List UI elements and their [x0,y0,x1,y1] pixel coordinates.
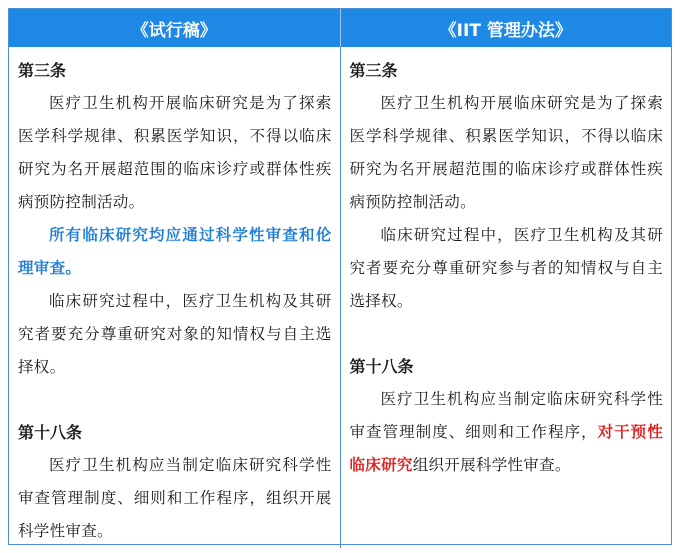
article-18-paragraph: 医疗卫生机构应当制定临床研究科学性审查管理制度、细则和工作程序，组织开展科学性审查。 [18,456,332,540]
table-header-row [9,9,671,47]
article-18-title: 第十八条 [349,357,414,376]
article-3-paragraph-3: 临床研究过程中，医疗卫生机构及其研究者要充分尊重研究对象的知情权与自主选择权。 [18,292,332,376]
spacer [350,318,664,351]
iit-column [340,47,672,548]
article-18-paragraph [350,383,664,482]
article-3-title: 第三条 [18,61,67,80]
article-18-title: 第十八条 [18,423,83,442]
table-body-row [9,47,671,548]
article-3-paragraph-2: 临床研究过程中，医疗卫生机构及其研究者要充分尊重研究参与者的知情权与自主选择权。 [349,226,663,310]
header-draft: 《试行稿》 [9,9,340,47]
article-18-text-before: 医疗卫生机构应当制定临床研究科学性审查管理制度、细则和工作程序， [349,390,663,441]
spacer [18,384,332,417]
article-3-highlight-paragraph: 所有临床研究均应通过科学性审查和伦理审查。 [18,226,332,277]
article-18-highlight: 对干预性临床研究 [349,423,663,474]
draft-column [9,47,340,548]
article-18-text-after: 组织开展科学性审查。 [412,456,571,474]
article-3-paragraph-1: 医疗卫生机构开展临床研究是为了探索医学科学规律、积累医学知识，不得以临床研究为名开展超范围的临床诊疗或群体性疾病预防控制活动。 [349,94,663,211]
comparison-table [8,8,672,545]
header-iit-measures: 《IIT 管理办法》 [340,9,672,47]
article-3-paragraph-1: 医疗卫生机构开展临床研究是为了探索医学科学规律、积累医学知识，不得以临床研究为名开展超范围的临床诊疗或群体性疾病预防控制活动。 [18,94,332,211]
article-3-title: 第三条 [349,61,398,80]
